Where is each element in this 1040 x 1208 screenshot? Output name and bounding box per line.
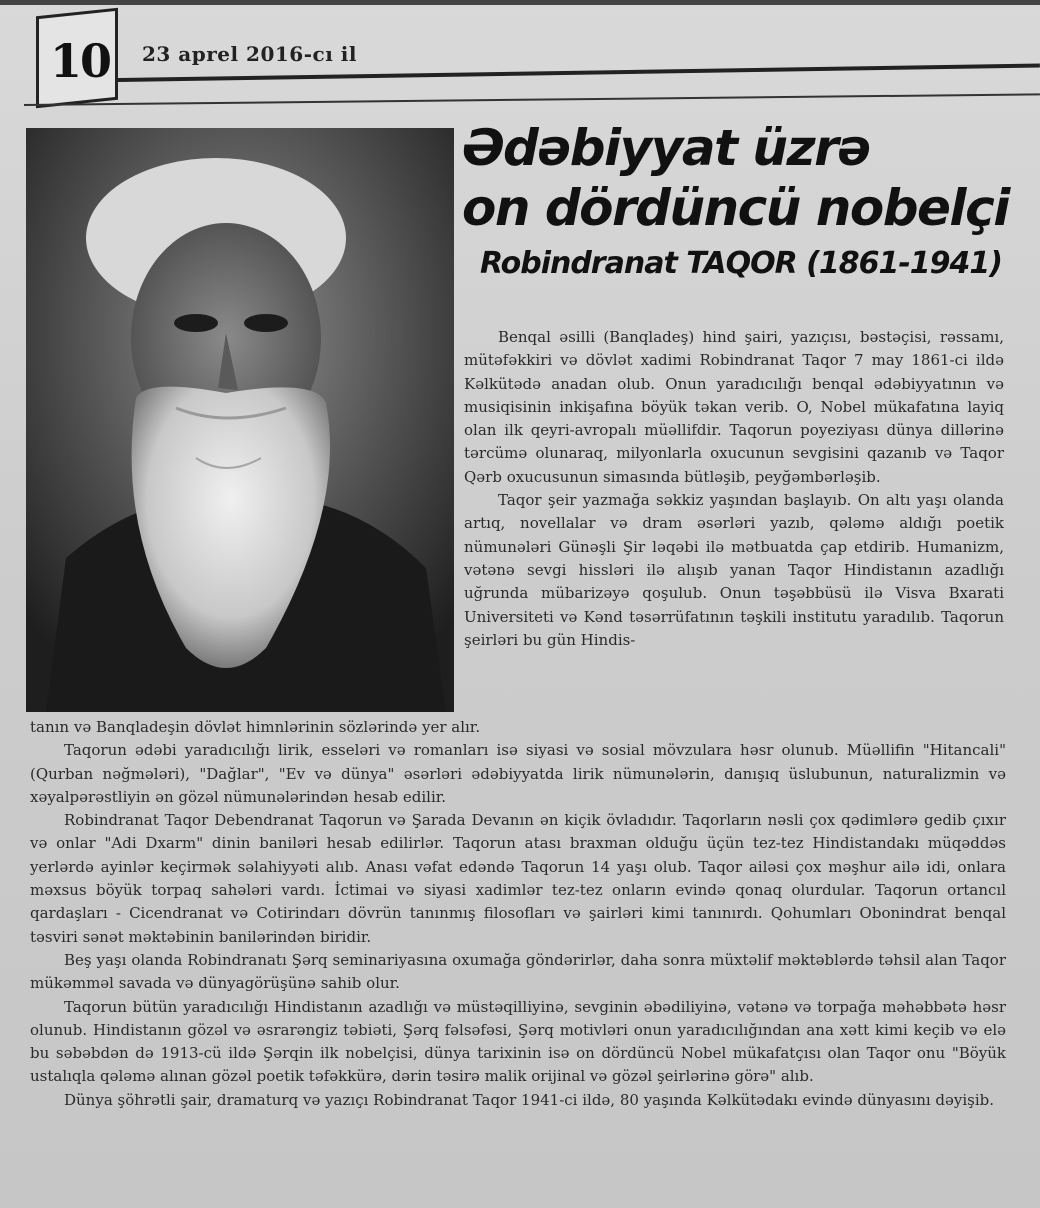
article-paragraph: Robindranat Taqor Debendranat Taqorun və Şarada Devanın ən kiçik övladıdır. Taqorların nəsli çox qədimlərə gedib çıxır və onlar "Adi Dxarm" dinin baniləri hesab edilirlər. Taqorun atası braxman olduğu üçün tez-tez Hindistandakı müqəddəs yerlərdə ayinlər keçirmək səlahiyyəti alıb. Anası vəfat edəndə Taqorun 14 yaşı olub. Taqor ailəsi çox məşhur ailə idi, onlara məxsus böyük torpaq sahələri vardı. İctimai və siyasi xadimlər tez-tez onların evində qonaq olurdular. Taqorun ortancıl qardaşları - Cicendranat və Cotirindarı dövrün tanınmış filosofları və şairləri kimi tanınırdı. Qohumları Obonindrat benqal təsviri sənət məktəbinin banilərindən biridir.: [30, 811, 1006, 946]
article-paragraph: tanın və Banqladeşin dövlət himnlərinin sözlərində yer alır.: [30, 718, 481, 736]
article-title-block: [462, 118, 1032, 281]
article-paragraph: Taqorun ədəbi yaradıcılığı lirik, esseləri və romanları isə siyasi və sosial mövzulara həsr olunub. Müəllifin "Hitancali" (Qurban nəğmələri), "Dağlar", "Ev və dünya" əsərləri ədəbiyyatda lirik nümunələrin, danışıq üslubunun, naturalizmin və xəyalpərəstliyin ən gözəl nümunələrindən hesab edilir.: [30, 741, 1006, 806]
article-paragraph: Beş yaşı olanda Robindranatı Şərq seminariyasına oxumağa göndərirlər, daha sonra müxtəlif məktəblərdə təhsil alan Taqor mükəmməl savada və dünyagörüşünə sahib olur.: [30, 950, 1006, 993]
article-paragraph: Taqorun bütün yaradıcılığı Hindistanın azadlığı və müstəqilliyinə, sevginin əbədiliyinə, vətənə və torpağa məhəbbətə həsr olunub. Hindistanın gözəl və əsrarəngiz təbiəti, Şərq fəlsəfəsi, Şərq motivləri onun yaradıcılığından ana xətt kimi keçib və elə bu səbəbdən də 1913-cü ildə Şərqin ilk nobelçisi, dünya tarixinin isə on dördüncü Nobel mükafatçısı olan Taqor onu "Böyük ustalıqla qələmə alınan gözəl poetik təfəkkürə, dərin təsirə malik orijinal və gözəl şeirlərinə görə" alıb.: [30, 997, 1006, 1086]
article-title-line-2: on dördüncü nobelçi: [462, 179, 1009, 237]
article-paragraph: Taqor şeir yazmağa səkkiz yaşından başlayıb. On altı yaşı olanda artıq, novellalar və dram əsərləri yazıb, qələmə aldığı poetik nümunələri Günəşli Şir ləqəbi ilə mətbuatda çap etdirib. Humanizm, vətənə sevgi hissləri ilə alışıb yanan Taqor Hindistanın azadlığı uğrunda mübarizəyə qoşulub. Onun təşəbbüsü ilə Visva Bxarati Universiteti və Kənd təsərrüfatının təşkili institutu yaradılıb. Taqorun şeirləri bu gün Hindis-: [464, 491, 1004, 649]
article-paragraph: Dünya şöhrətli şair, dramaturq və yazıçı Robindranat Taqor 1941-ci ildə, 80 yaşında Kəlkütədakı evində dünyasını dəyişib.: [64, 1090, 995, 1109]
article-body-full-width: [30, 716, 1006, 1112]
page-number: 10: [50, 34, 111, 88]
article-title-line-1: Ədəbiyyat üzrə: [462, 119, 870, 177]
article-paragraph: Benqal əsilli (Banqladeş) hind şairi, yazıçısı, bəstəçisi, rəssamı, mütəfəkkiri və dövlət xadimi Robindranat Taqor 7 may 1861-ci ildə Kəlkütədə anadan olub. Onun yaradıcılığı benqal ədəbiyyatının və musiqisinin inkişafına böyük təkan verib. O, Nobel mükafatına layiq olan ilk qeyri-avropalı müəllifdir. Taqorun poyeziyası dünya dillərinə tərcümə olunaraq, milyonlarla oxucunun sevgisini qazanıb və Taqor Qərb oxucusunun simasında bütləşib, peyğəmbərləşib.: [464, 328, 1004, 486]
header-rule-lower: [24, 93, 1040, 106]
issue-date: 23 aprel 2016-cı il: [142, 42, 357, 66]
portrait-illustration: [26, 128, 454, 712]
author-portrait-photo: [26, 128, 454, 712]
article-subtitle: Robindranat TAQOR (1861-1941): [480, 246, 1003, 281]
article-body-column: [464, 326, 1004, 652]
page-header: [0, 0, 1040, 120]
header-rule: [118, 64, 1040, 82]
